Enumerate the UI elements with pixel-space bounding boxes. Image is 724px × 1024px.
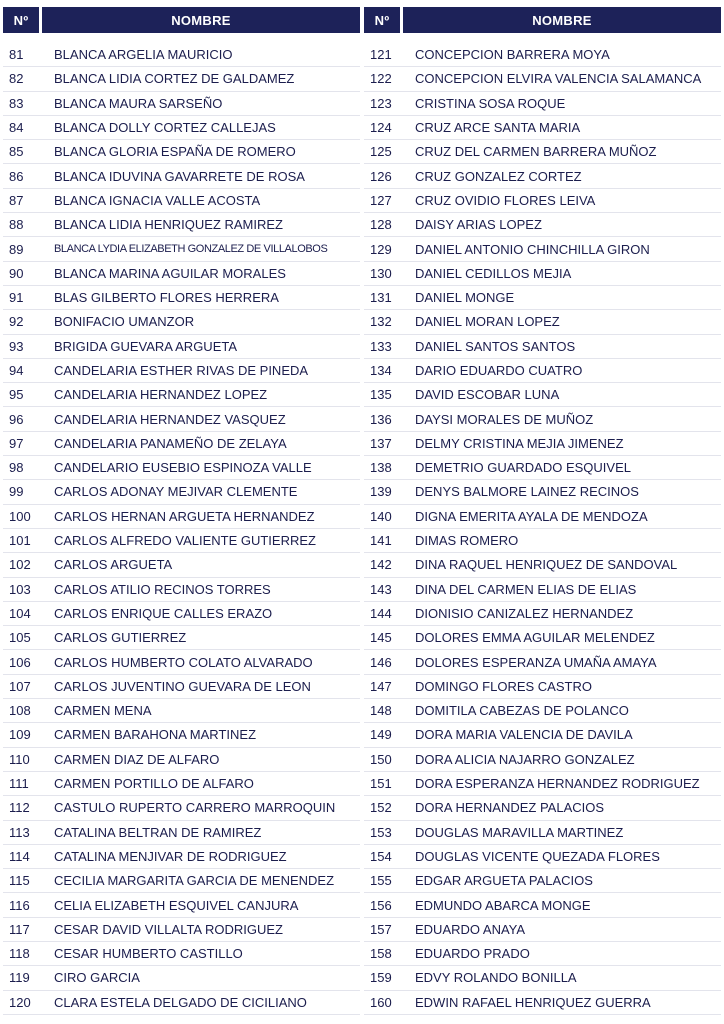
row-number: 95 <box>9 387 24 403</box>
row-name: CELIA ELIZABETH ESQUIVEL CANJURA <box>54 897 299 913</box>
list-item <box>3 553 360 577</box>
list-item <box>3 164 360 188</box>
row-number: 157 <box>370 921 392 937</box>
row-number: 124 <box>370 120 392 136</box>
list-item <box>3 650 360 674</box>
row-name: CARLOS ENRIQUE CALLES ERAZO <box>54 605 273 621</box>
list-item <box>364 821 721 845</box>
list-item <box>3 966 360 990</box>
row-name: DENYS BALMORE LAINEZ RECINOS <box>415 484 639 500</box>
list-item <box>364 310 721 334</box>
row-number: 141 <box>370 533 392 549</box>
row-number: 154 <box>370 848 392 864</box>
row-number: 130 <box>370 265 392 281</box>
row-name: CARLOS JUVENTINO GUEVARA DE LEON <box>54 678 311 694</box>
row-name: EDUARDO ANAYA <box>415 921 526 937</box>
row-number: 114 <box>9 848 30 864</box>
number-header: Nº <box>364 7 400 33</box>
row-name: CASTULO RUPERTO CARRERO MARROQUIN <box>54 800 336 816</box>
row-name: BLANCA MAURA SARSEÑO <box>54 95 223 111</box>
list-item <box>3 626 360 650</box>
row-name: DANIEL MORAN LOPEZ <box>415 314 560 330</box>
row-name: CANDELARIA HERNANDEZ VASQUEZ <box>54 411 286 427</box>
row-name: DOLORES EMMA AGUILAR MELENDEZ <box>415 630 655 646</box>
row-number: 83 <box>9 95 24 111</box>
row-name: BLANCA LYDIA ELIZABETH GONZALEZ DE VILLALOBOS <box>54 243 328 256</box>
list-item <box>3 772 360 796</box>
row-name: CLARA ESTELA DELGADO DE CICILIANO <box>54 994 307 1010</box>
row-number: 135 <box>370 387 392 403</box>
row-number: 85 <box>9 144 24 160</box>
row-name: BLANCA DOLLY CORTEZ CALLEJAS <box>54 120 276 136</box>
row-name: DIMAS ROMERO <box>415 533 519 549</box>
row-name: DAISY ARIAS LOPEZ <box>415 217 542 233</box>
row-number: 118 <box>9 946 30 962</box>
row-name: CARLOS HUMBERTO COLATO ALVARADO <box>54 654 313 670</box>
row-number: 132 <box>370 314 392 330</box>
row-name: DAVID ESCOBAR LUNA <box>415 387 560 403</box>
name-header: NOMBRE <box>42 7 360 33</box>
row-number: 134 <box>370 363 392 378</box>
row-number: 98 <box>9 460 24 476</box>
row-name: DOMITILA CABEZAS DE POLANCO <box>415 703 629 719</box>
right-column-header <box>364 7 721 33</box>
row-number: 96 <box>9 411 24 427</box>
list-item <box>364 286 721 310</box>
row-number: 86 <box>9 168 24 184</box>
row-name: CRISTINA SOSA ROQUE <box>415 95 566 111</box>
row-number: 120 <box>9 994 31 1010</box>
list-item <box>364 699 721 723</box>
row-number: 128 <box>370 217 392 233</box>
row-name: CARLOS ADONAY MEJIVAR CLEMENTE <box>54 484 298 500</box>
number-header: Nº <box>3 7 39 33</box>
list-item <box>364 359 721 383</box>
row-name: BLANCA GLORIA ESPAÑA DE ROMERO <box>54 144 296 160</box>
list-item <box>3 699 360 723</box>
list-item <box>3 310 360 334</box>
list-item <box>364 480 721 504</box>
row-name: DOUGLAS VICENTE QUEZADA FLORES <box>415 848 660 864</box>
list-item <box>3 723 360 747</box>
list-item <box>3 845 360 869</box>
row-number: 133 <box>370 338 392 354</box>
row-name: CANDELARIA ESTHER RIVAS DE PINEDA <box>54 363 309 378</box>
row-number: 148 <box>370 703 392 719</box>
row-number: 143 <box>370 581 392 597</box>
list-item <box>3 407 360 431</box>
row-name: CANDELARIA HERNANDEZ LOPEZ <box>54 387 268 403</box>
row-number: 155 <box>370 873 392 889</box>
row-number: 127 <box>370 192 392 208</box>
name-header: NOMBRE <box>403 7 721 33</box>
row-name: CARLOS ARGUETA <box>54 557 173 573</box>
row-number: 110 <box>9 751 30 767</box>
row-number: 139 <box>370 484 392 500</box>
row-number: 159 <box>370 970 392 986</box>
row-name: CATALINA MENJIVAR DE RODRIGUEZ <box>54 848 287 864</box>
list-item <box>3 991 360 1015</box>
list-item <box>364 140 721 164</box>
row-number: 158 <box>370 946 392 962</box>
row-name: BLANCA IDUVINA GAVARRETE DE ROSA <box>54 168 305 184</box>
row-name: CONCEPCION ELVIRA VALENCIA SALAMANCA <box>415 71 702 87</box>
row-number: 106 <box>9 654 31 670</box>
row-name: DOUGLAS MARAVILLA MARTINEZ <box>415 824 624 840</box>
row-name: DORA ESPERANZA HERNANDEZ RODRIGUEZ <box>415 776 700 792</box>
row-name: DARIO EDUARDO CUATRO <box>415 363 583 378</box>
row-number: 117 <box>9 921 30 937</box>
list-item <box>364 918 721 942</box>
row-number: 126 <box>370 168 392 184</box>
list-item <box>3 213 360 237</box>
row-name: CARLOS ALFREDO VALIENTE GUTIERREZ <box>54 533 316 549</box>
row-number: 153 <box>370 824 392 840</box>
row-name: CARMEN DIAZ DE ALFARO <box>54 751 220 767</box>
list-item <box>364 529 721 553</box>
row-name: DORA HERNANDEZ PALACIOS <box>415 800 605 816</box>
list-item <box>3 456 360 480</box>
row-number: 119 <box>9 970 30 986</box>
list-item <box>3 383 360 407</box>
row-number: 149 <box>370 727 392 743</box>
row-name: CRUZ ARCE SANTA MARIA <box>415 120 581 136</box>
row-number: 121 <box>370 47 392 63</box>
row-name: DANIEL CEDILLOS MEJIA <box>415 265 572 281</box>
row-number: 129 <box>370 241 392 257</box>
row-name: EDWIN RAFAEL HENRIQUEZ GUERRA <box>415 994 651 1010</box>
row-name: CARLOS HERNAN ARGUETA HERNANDEZ <box>54 508 315 524</box>
row-name: CARLOS GUTIERREZ <box>54 630 187 646</box>
list-item <box>3 67 360 91</box>
list-item <box>364 748 721 772</box>
row-number: 94 <box>9 363 24 378</box>
list-item <box>364 92 721 116</box>
row-number: 90 <box>9 265 24 281</box>
list-item <box>364 407 721 431</box>
row-number: 105 <box>9 630 31 646</box>
list-item <box>3 869 360 893</box>
right-rows <box>364 43 721 1015</box>
list-item <box>3 918 360 942</box>
list-item <box>364 723 721 747</box>
list-item <box>3 821 360 845</box>
row-number: 137 <box>370 435 392 451</box>
list-item <box>3 796 360 820</box>
row-name: CARMEN MENA <box>54 703 152 719</box>
list-item <box>364 432 721 456</box>
row-name: CESAR HUMBERTO CASTILLO <box>54 946 243 962</box>
row-name: BLAS GILBERTO FLORES HERRERA <box>54 290 279 306</box>
list-item <box>364 650 721 674</box>
row-number: 115 <box>9 873 30 889</box>
row-number: 131 <box>370 290 392 306</box>
row-name: EDGAR ARGUETA PALACIOS <box>415 873 593 889</box>
list-item <box>364 67 721 91</box>
row-name: CONCEPCION BARRERA MOYA <box>415 47 610 63</box>
row-name: DELMY CRISTINA MEJIA JIMENEZ <box>415 435 624 451</box>
row-number: 122 <box>370 71 392 87</box>
row-name: EDVY ROLANDO BONILLA <box>415 970 577 986</box>
row-number: 152 <box>370 800 392 816</box>
row-name: CECILIA MARGARITA GARCIA DE MENENDEZ <box>54 873 335 889</box>
row-number: 100 <box>9 508 31 524</box>
list-item <box>364 213 721 237</box>
list-item <box>3 237 360 261</box>
row-name: DEMETRIO GUARDADO ESQUIVEL <box>415 460 631 476</box>
list-item <box>3 116 360 140</box>
row-number: 107 <box>9 678 31 694</box>
list-item <box>3 43 360 67</box>
list-item <box>3 286 360 310</box>
row-number: 89 <box>9 241 24 257</box>
list-item <box>364 383 721 407</box>
list-item <box>364 869 721 893</box>
row-name: BLANCA LIDIA CORTEZ DE GALDAMEZ <box>54 71 295 87</box>
row-name: BLANCA ARGELIA MAURICIO <box>54 47 233 63</box>
right-column <box>364 7 721 1024</box>
list-item <box>364 578 721 602</box>
row-number: 113 <box>9 824 30 840</box>
list-item <box>3 262 360 286</box>
row-number: 145 <box>370 630 392 646</box>
row-name: CIRO GARCIA <box>54 970 140 986</box>
list-item <box>364 237 721 261</box>
list-item <box>364 626 721 650</box>
row-name: CARMEN BARAHONA MARTINEZ <box>54 727 257 743</box>
list-item <box>3 893 360 917</box>
row-number: 146 <box>370 654 392 670</box>
list-item <box>364 553 721 577</box>
row-number: 108 <box>9 703 31 719</box>
row-name: EDMUNDO ABARCA MONGE <box>415 897 591 913</box>
row-number: 104 <box>9 605 31 621</box>
row-number: 144 <box>370 605 392 621</box>
row-number: 91 <box>9 290 24 306</box>
row-name: DINA DEL CARMEN ELIAS DE ELIAS <box>415 581 637 597</box>
row-name: DAYSI MORALES DE MUÑOZ <box>415 411 594 427</box>
row-number: 82 <box>9 71 24 87</box>
row-number: 109 <box>9 727 31 743</box>
row-number: 101 <box>9 533 31 549</box>
list-item <box>364 991 721 1015</box>
list-item <box>364 772 721 796</box>
list-item <box>364 335 721 359</box>
row-name: BONIFACIO UMANZOR <box>54 314 195 330</box>
row-name: CARLOS ATILIO RECINOS TORRES <box>54 581 271 597</box>
row-name: CARMEN PORTILLO DE ALFARO <box>54 776 254 792</box>
list-item <box>364 456 721 480</box>
row-number: 150 <box>370 751 392 767</box>
row-number: 160 <box>370 994 392 1010</box>
list-item <box>364 43 721 67</box>
row-number: 138 <box>370 460 392 476</box>
row-number: 156 <box>370 897 392 913</box>
row-name: DINA RAQUEL HENRIQUEZ DE SANDOVAL <box>415 557 678 573</box>
row-number: 97 <box>9 435 24 451</box>
list-item <box>364 966 721 990</box>
row-number: 92 <box>9 314 24 330</box>
row-number: 81 <box>9 47 24 63</box>
row-name: CANDELARIO EUSEBIO ESPINOZA VALLE <box>54 460 312 476</box>
row-number: 102 <box>9 557 31 573</box>
row-number: 140 <box>370 508 392 524</box>
list-item <box>3 578 360 602</box>
row-name: EDUARDO PRADO <box>415 946 530 962</box>
row-number: 151 <box>370 776 392 792</box>
row-name: CESAR DAVID VILLALTA RODRIGUEZ <box>54 921 283 937</box>
row-name: DOMINGO FLORES CASTRO <box>415 678 592 694</box>
list-item <box>3 432 360 456</box>
list-item <box>364 189 721 213</box>
row-name: BLANCA MARINA AGUILAR MORALES <box>54 265 286 281</box>
row-number: 147 <box>370 678 392 694</box>
list-item <box>364 262 721 286</box>
list-item <box>364 675 721 699</box>
list-item <box>3 140 360 164</box>
list-item <box>3 480 360 504</box>
row-name: DIGNA EMERITA AYALA DE MENDOZA <box>415 508 648 524</box>
row-name: CRUZ OVIDIO FLORES LEIVA <box>415 192 596 208</box>
list-item <box>364 845 721 869</box>
row-number: 111 <box>9 776 29 792</box>
row-name: CRUZ GONZALEZ CORTEZ <box>415 168 582 184</box>
row-name: DANIEL MONGE <box>415 290 515 306</box>
list-item <box>3 748 360 772</box>
row-number: 93 <box>9 338 24 354</box>
row-number: 142 <box>370 557 392 573</box>
left-column <box>3 7 360 1024</box>
list-item <box>364 893 721 917</box>
row-number: 87 <box>9 192 24 208</box>
list-item <box>3 675 360 699</box>
list-item <box>3 92 360 116</box>
row-name: BRIGIDA GUEVARA ARGUETA <box>54 338 238 354</box>
row-name: DANIEL SANTOS SANTOS <box>415 338 576 354</box>
row-number: 84 <box>9 120 24 136</box>
row-number: 116 <box>9 897 30 913</box>
row-number: 123 <box>370 95 392 111</box>
left-column-header <box>3 7 360 33</box>
row-name: BLANCA LIDIA HENRIQUEZ RAMIREZ <box>54 217 283 233</box>
list-item <box>364 164 721 188</box>
left-rows <box>3 43 360 1015</box>
list-item <box>3 335 360 359</box>
list-item <box>364 942 721 966</box>
list-item <box>3 189 360 213</box>
list-item <box>3 602 360 626</box>
list-item <box>364 116 721 140</box>
row-number: 112 <box>9 800 30 816</box>
row-number: 103 <box>9 581 31 597</box>
row-name: DOLORES ESPERANZA UMAÑA AMAYA <box>415 654 657 670</box>
list-item <box>3 505 360 529</box>
list-item <box>364 602 721 626</box>
list-item <box>364 796 721 820</box>
row-name: DIONISIO CANIZALEZ HERNANDEZ <box>415 605 634 621</box>
row-name: CANDELARIA PANAMEÑO DE ZELAYA <box>54 435 287 451</box>
row-name: CATALINA BELTRAN DE RAMIREZ <box>54 824 262 840</box>
list-item <box>3 529 360 553</box>
list-item <box>364 505 721 529</box>
row-name: CRUZ DEL CARMEN BARRERA MUÑOZ <box>415 144 657 160</box>
row-name: DORA ALICIA NAJARRO GONZALEZ <box>415 751 635 767</box>
row-number: 136 <box>370 411 392 427</box>
row-name: BLANCA IGNACIA VALLE ACOSTA <box>54 192 261 208</box>
row-name: DORA MARIA VALENCIA DE DAVILA <box>415 727 633 743</box>
row-name: DANIEL ANTONIO CHINCHILLA GIRON <box>415 241 650 257</box>
list-item <box>3 942 360 966</box>
list-item <box>3 359 360 383</box>
row-number: 125 <box>370 144 392 160</box>
row-number: 99 <box>9 484 24 500</box>
row-number: 88 <box>9 217 24 233</box>
